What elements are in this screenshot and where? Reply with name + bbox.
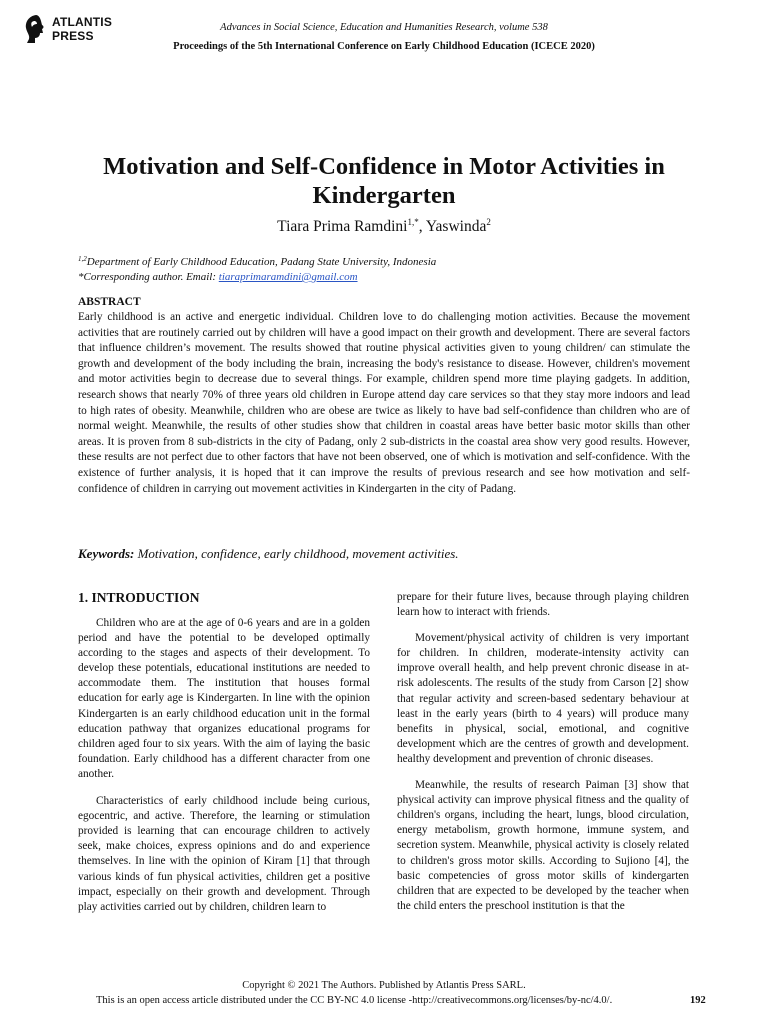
affiliation: Department of Early Childhood Education, Padang State University, Indonesia xyxy=(86,256,437,268)
author-affiliation-mark: 1,* xyxy=(407,217,419,227)
affiliation-mark: 1,2 xyxy=(78,255,87,263)
abstract-text: Early childhood is an active and energetic individual. Children love to do challenging motion activities. Because the movement activities that are routinely carried out by children will have a good impact on their growth and development. There are several factors that influence children’s movement. The results showed that routine physical activities given to young children/ can stimulate the growth and development of the body including the brain, increasing the body's resistance to disease. However, children's movement and motor activities begin to decrease due to several things. For example, children spend more time playing gadgets. In addition, research shows that nearly 70% of three years old children in Europe attend day care services so that they stay more indoors and lead to high rates of obesity. Meanwhile, children who are obese are twice as likely to have bad self-confidence than children who are of normal weight. Meanwhile, the results of other studies show that children in coastal areas have better basic motor skills than other areas. It is proven from 8 sub-districts in the city of Padang, only 2 sub-districts in the coastal area show very good results. However, these results are not perfect due to other factors that have not been observed, one of which is motivation and self-confidence. With the existence of further analysis, it is hoped that it can improve the results of previous research and see how motivation and self-confidence of children in carrying out movement activities in Kindergarten in the city of Padang. xyxy=(78,311,690,495)
paragraph: prepare for their future lives, because through playing children learn how to interact with friends. xyxy=(397,591,689,619)
journal-header: Advances in Social Science, Education and Humanities Research, volume 538 xyxy=(220,22,548,33)
page-number: 192 xyxy=(690,995,706,1006)
author-name: Yaswinda xyxy=(425,218,487,235)
author-separator: , xyxy=(418,218,426,235)
author-name: Tiara Prima Ramdini xyxy=(277,218,408,235)
paragraph: Children who are at the age of 0-6 years and are in a golden period and have the potential to be developed optimally according to the stages and aspects of their development. To develop these potentials, educational institutions are needed to accommodate them. The institution that houses formal education for early age is Kindergarten. In line with the opinion Kindergarten is an early childhood education unit in the formal education pathway that organizes educational programs for children aged four to six years. With the aim of laying the basic foundation. Early childhood has a different character from one another. xyxy=(78,617,370,780)
section-heading: 1. INTRODUCTION xyxy=(78,590,200,605)
paragraph: Characteristics of early childhood include being curious, egocentric, and active. Therefore, the learning or stimulation provided is learning that can encourage children to actively seek, make choices, express opinions and do and experience themselves. In line with the opinion of Kiram [1] that through various kinds of fun physical activities, children get a positive impact, especially on their growth and development. Through play activities carried out by children, children learn to xyxy=(78,795,370,913)
paragraph: Movement/physical activity of children is very important for children. In children, moderate-intensity activity can improve overall health, and help prevent chronic disease in at-risk adolescents. The results of the study from Carson [2] show that regular activity and screen-based sedentary behaviour at least in the early years (birth to 4 years) will produce many benefits in physical, social, emotional, and cognitive development which are the centres of growth and development. healthy development and prevention of chronic diseases. xyxy=(397,632,689,765)
proceedings-header: Proceedings of the 5th International Conference on Early Childhood Education (ICECE 2020) xyxy=(173,41,595,52)
keywords-text: Motivation, confidence, early childhood, movement activities. xyxy=(134,546,459,561)
copyright-notice: Copyright © 2021 The Authors. Published by Atlantis Press SARL. xyxy=(242,980,526,991)
abstract-heading: ABSTRACT xyxy=(78,296,141,308)
paragraph: Meanwhile, the results of research Paiman [3] show that physical activity can improve physical fitness and the quality of children's organs, including the heart, lungs, blood circulation, energy metabolism, growth hormone, immune system, and secretion system. Meanwhile, physical activity is closely related to children's gross motor skills. According to Sujiono [4], the basic competencies of gross motor skills of kindergarten children that are expected to be developed by the teacher when the child enters the preschool institution is that the xyxy=(397,779,689,912)
keywords-label: Keywords: xyxy=(78,546,135,561)
author-affiliation-mark: 2 xyxy=(486,217,491,227)
paper-title: Motivation and Self-Confidence in Motor Activities in Kindergarten xyxy=(103,153,665,209)
logo-line-2: PRESS xyxy=(52,29,94,43)
affiliation-block xyxy=(78,252,436,285)
keywords xyxy=(78,546,459,562)
right-column xyxy=(397,590,689,914)
logo-line-1: ATLANTIS xyxy=(52,15,113,29)
email-link[interactable]: tiaraprimaramdini@gmail.com xyxy=(218,271,358,283)
left-column xyxy=(78,616,370,915)
corresponding-label: *Corresponding author. Email: xyxy=(78,271,219,283)
license-notice: This is an open access article distributed under the CC BY-NC 4.0 license -http://creativecommons.org/licenses/by-nc/4.0/. xyxy=(96,995,613,1006)
author-line xyxy=(0,217,768,236)
